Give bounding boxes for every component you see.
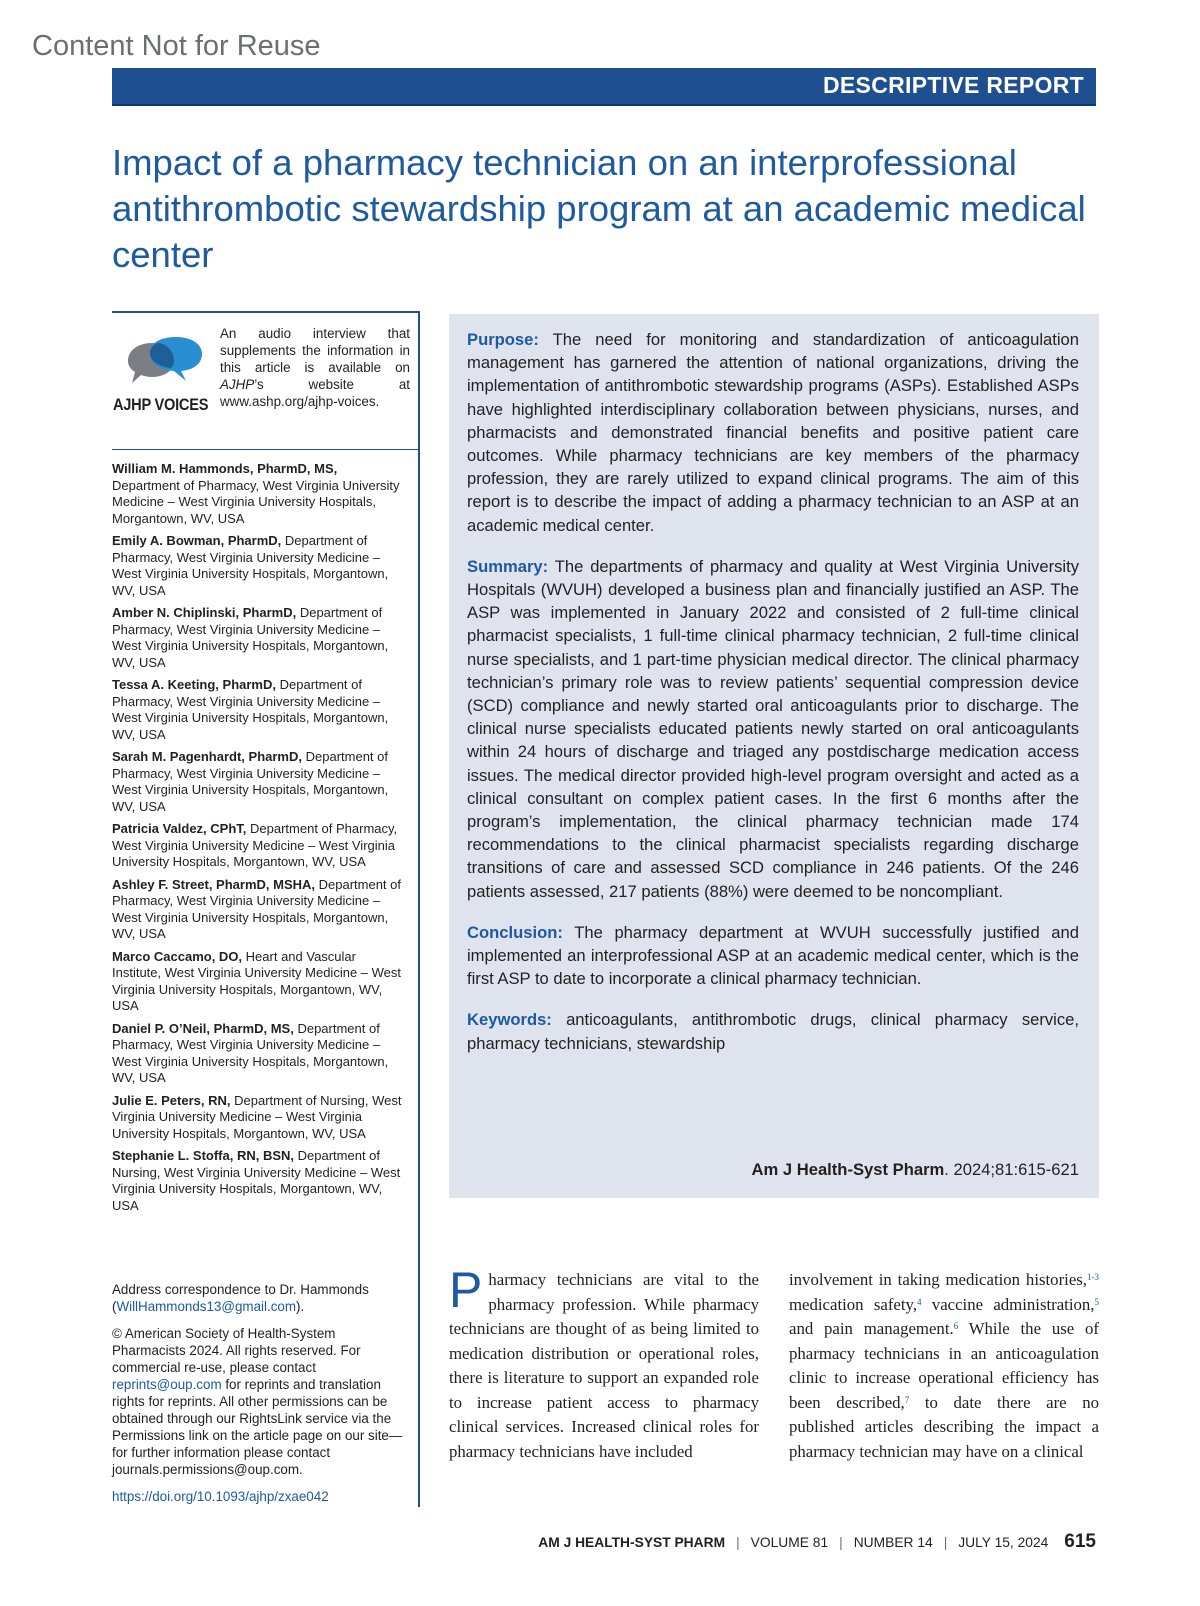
page-footer: AM J HEALTH-SYST PHARM | VOLUME 81 | NUMBER 14 | JULY 15, 2024 615 bbox=[538, 1531, 1096, 1552]
author-name: Julie E. Peters, RN, bbox=[112, 1092, 231, 1108]
author-affiliation: Department of Pharmacy, West Virginia University Medicine – West Virginia University Hospitals, Morgantown, WV, USA bbox=[112, 1020, 389, 1085]
abstract-purpose: Purpose: The need for monitoring and standardization of anticoagulation management has garnered the attention of national organizations, driving the implementation of antithrombotic stewardship programs (ASPs). Established ASPs have highlighted interdisciplinary collaboration between physicians, nurses, and pharmacists and demonstrated financial benefits and positive patient care outcomes. While pharmacy technicians are key members of the pharmacy profession, they are rarely utilized to expand clinical programs. The aim of this report is to describe the impact of adding a pharmacy technician to an ASP at an academic medical center. bbox=[467, 330, 1080, 535]
author-name: Sarah M. Pagenhardt, PharmD, bbox=[112, 749, 302, 764]
author-name: Marco Caccamo, DO, bbox=[112, 948, 243, 964]
author-name: Tessa A. Keeting, PharmD, bbox=[112, 677, 276, 692]
author-affiliation: Department of Pharmacy, West Virginia University Medicine – West Virginia University Hospitals, Morgantown, WV, USA bbox=[112, 533, 389, 598]
author-entry bbox=[112, 877, 404, 943]
doi-link[interactable]: https://doi.org/10.1093/ajhp/zxae042 bbox=[112, 1489, 329, 1504]
author-affiliation: Department of Pharmacy, West Virginia University Medicine – West Virginia University Hospitals, Morgantown, WV, USA bbox=[112, 677, 389, 742]
author-affiliation: Department of Pharmacy, West Virginia University Medicine – West Virginia University Hospitals, Morgantown, WV, USA bbox=[112, 605, 389, 670]
reference-link[interactable]: 5 bbox=[1094, 1296, 1099, 1307]
section-banner bbox=[112, 68, 1096, 106]
speech-bubbles-icon bbox=[126, 335, 206, 391]
body-column-2: involvement in taking medication histories,$^{1-3}$ medication safety,$^4$ vaccine administration,$^5$ and pain management.$^6$ While the use of pharmacy technicians in an anticoagulation clinic to increase operational efficiency has been described,$^7$ to date there are no published articles describing the impact a pharmacy technician may have on a clinical bbox=[789, 1270, 1099, 1461]
author-name: Ashley F. Street, PharmD, MSHA, bbox=[112, 876, 315, 892]
author-entry bbox=[112, 461, 404, 527]
author-entry bbox=[112, 821, 404, 871]
author-name: William M. Hammonds, PharmD, MS, bbox=[112, 461, 338, 476]
author-entry bbox=[112, 1021, 404, 1087]
voices-separator bbox=[112, 449, 418, 450]
copyright: © American Society of Health-System Pharmacists 2024. All rights reserved. For commercial re-use, please contact reprints@oup.com for reprints and translation rights for reprints. All other permissions can be obtained through our RightsLink service via the Permissions link on the article page on our site—for further information please contact journals.permissions@oup.com. bbox=[112, 1326, 403, 1477]
author-name: Amber N. Chiplinski, PharmD, bbox=[112, 605, 297, 620]
author-name: Stephanie L. Stoffa, RN, BSN, bbox=[112, 1148, 295, 1163]
author-affiliation: Heart and Vascular Institute, West Virginia University Medicine – West Virginia University Hospitals, Morgantown, WV, USA bbox=[112, 948, 402, 1013]
author-entry bbox=[112, 749, 404, 815]
reference-link[interactable]: 6 bbox=[953, 1321, 959, 1331]
article-title: Impact of a pharmacy technician on an interprofessional antithrombotic stewardship program at an academic medical center bbox=[112, 142, 1086, 275]
reference-link[interactable]: 7 bbox=[904, 1394, 910, 1405]
footer-number: NUMBER 14 bbox=[853, 1535, 933, 1550]
reference-link[interactable]: 4 bbox=[917, 1296, 922, 1307]
citation: Am J Health-Syst Pharm. 2024;81:615-621 bbox=[751, 1160, 1079, 1179]
sidebar-right-rule bbox=[418, 311, 420, 1507]
abstract-conclusion: Conclusion: The pharmacy department at WVUH successfully justified and implemented an interprofessional ASP at an academic medical center, which is the first ASP to date to incorporate a clinical pharmacy technician. bbox=[467, 922, 1079, 989]
footer-volume: VOLUME 81 bbox=[750, 1535, 829, 1550]
drop-cap: P bbox=[449, 1262, 483, 1318]
ajhp-voices-box bbox=[112, 323, 412, 433]
footer-journal: AM J HEALTH-SYST PHARM bbox=[538, 1535, 726, 1550]
banner-label: DESCRIPTIVE REPORT bbox=[823, 72, 1084, 98]
correspondence-email-link[interactable]: WillHammonds13@gmail.com bbox=[116, 1299, 297, 1314]
author-affiliation: Department of Pharmacy, West Virginia University Medicine – West Virginia University Hospitals, Morgantown, WV, USA bbox=[112, 876, 401, 941]
author-entry bbox=[112, 605, 404, 671]
author-name: Patricia Valdez, CPhT, bbox=[112, 821, 247, 836]
author-entry bbox=[112, 1148, 404, 1214]
abstract-summary: Summary: The departments of pharmacy and quality at West Virginia University Hospitals (WVUH) developed a business plan and financially justified an ASP. The ASP was implemented in January 2022 and consisted of 2 full-time clinical pharmacist specialists, 1 full-time clinical pharmacy technician, 2 full-time clinical nurse specialists, and 1 part-time physician medical director. The clinical pharmacy technician’s primary role was to review patients’ sequential compression device (SCD) compliance and newly started oral anticoagulants prior to discharge. The clinical nurse specialists educated patients newly started on oral anticoagulants within 24 hours of discharge and triaged any postdischarge medication access issues. The medical director provided high-level program oversight and acted as a clinical consultant on complex patient cases. In the first 6 months after the program’s implementation, the clinical pharmacy technician made 174 recommendations to the clinical pharmacist specialists regarding discharge transitions of care and assessed SCD compliance in 246 patients. Of the 246 patients assessed, 217 patients (88%) were deemed to be noncompliant. bbox=[467, 556, 1080, 901]
sidebar-top-rule bbox=[112, 311, 420, 313]
author-list bbox=[112, 461, 404, 1220]
author-affiliation: Department of Nursing, West Virginia University Medicine – West Virginia University Hospitals, Morgantown, WV, USA bbox=[112, 1092, 402, 1141]
author-name: Daniel P. O’Neil, PharmD, MS, bbox=[112, 1020, 294, 1036]
watermark: Content Not for Reuse bbox=[32, 30, 321, 62]
footer-date: JULY 15, 2024 bbox=[958, 1535, 1049, 1550]
author-entry bbox=[112, 949, 404, 1015]
abstract-box bbox=[449, 314, 1099, 1198]
body-column-1: Pharmacy technicians are vital to the pharmacy profession. While pharmacy technicians are thought of as being limited to medication distribution or operational roles, there is literature to support an expanded role to increase patient access to pharmacy clinical services. Increased clinical roles for pharmacy technicians have included bbox=[449, 1262, 759, 1461]
ajhp-voices-text: An audio interview that supplements the information in this article is available on AJHP’s website at www.ashp.org/ajhp-voices. bbox=[220, 326, 410, 409]
author-entry bbox=[112, 677, 404, 743]
author-affiliation: Department of Pharmacy, West Virginia University Medicine – West Virginia University Hospitals, Morgantown, WV, USA bbox=[112, 821, 398, 869]
correspondence: Address correspondence to Dr. Hammonds (WillHammonds13@gmail.com). bbox=[112, 1282, 369, 1314]
abstract-keywords: Keywords: anticoagulants, antithrombotic drugs, clinical pharmacy service, pharmacy technicians, stewardship bbox=[467, 1010, 1079, 1053]
reprints-email-link[interactable]: reprints@oup.com bbox=[112, 1377, 222, 1392]
author-entry bbox=[112, 533, 404, 599]
author-affiliation: Department of Pharmacy, West Virginia University Medicine – West Virginia University Hospitals, Morgantown, WV, USA bbox=[112, 749, 389, 814]
page-number: 615 bbox=[1064, 1531, 1096, 1552]
ajhp-voices-label: AJHP VOICES bbox=[113, 395, 209, 414]
sidebar bbox=[112, 311, 420, 1507]
author-affiliation: Department of Nursing, West Virginia University Medicine – West Virginia University Hospitals, Morgantown, WV, USA bbox=[112, 1148, 401, 1213]
author-affiliation: Department of Pharmacy, West Virginia University Medicine – West Virginia University Hospitals, Morgantown, WV, USA bbox=[112, 477, 400, 526]
author-entry bbox=[112, 1093, 404, 1143]
reference-link[interactable]: 1-3 bbox=[1087, 1272, 1099, 1282]
correspondence-block bbox=[112, 1281, 404, 1515]
author-name: Emily A. Bowman, PharmD, bbox=[112, 533, 282, 548]
